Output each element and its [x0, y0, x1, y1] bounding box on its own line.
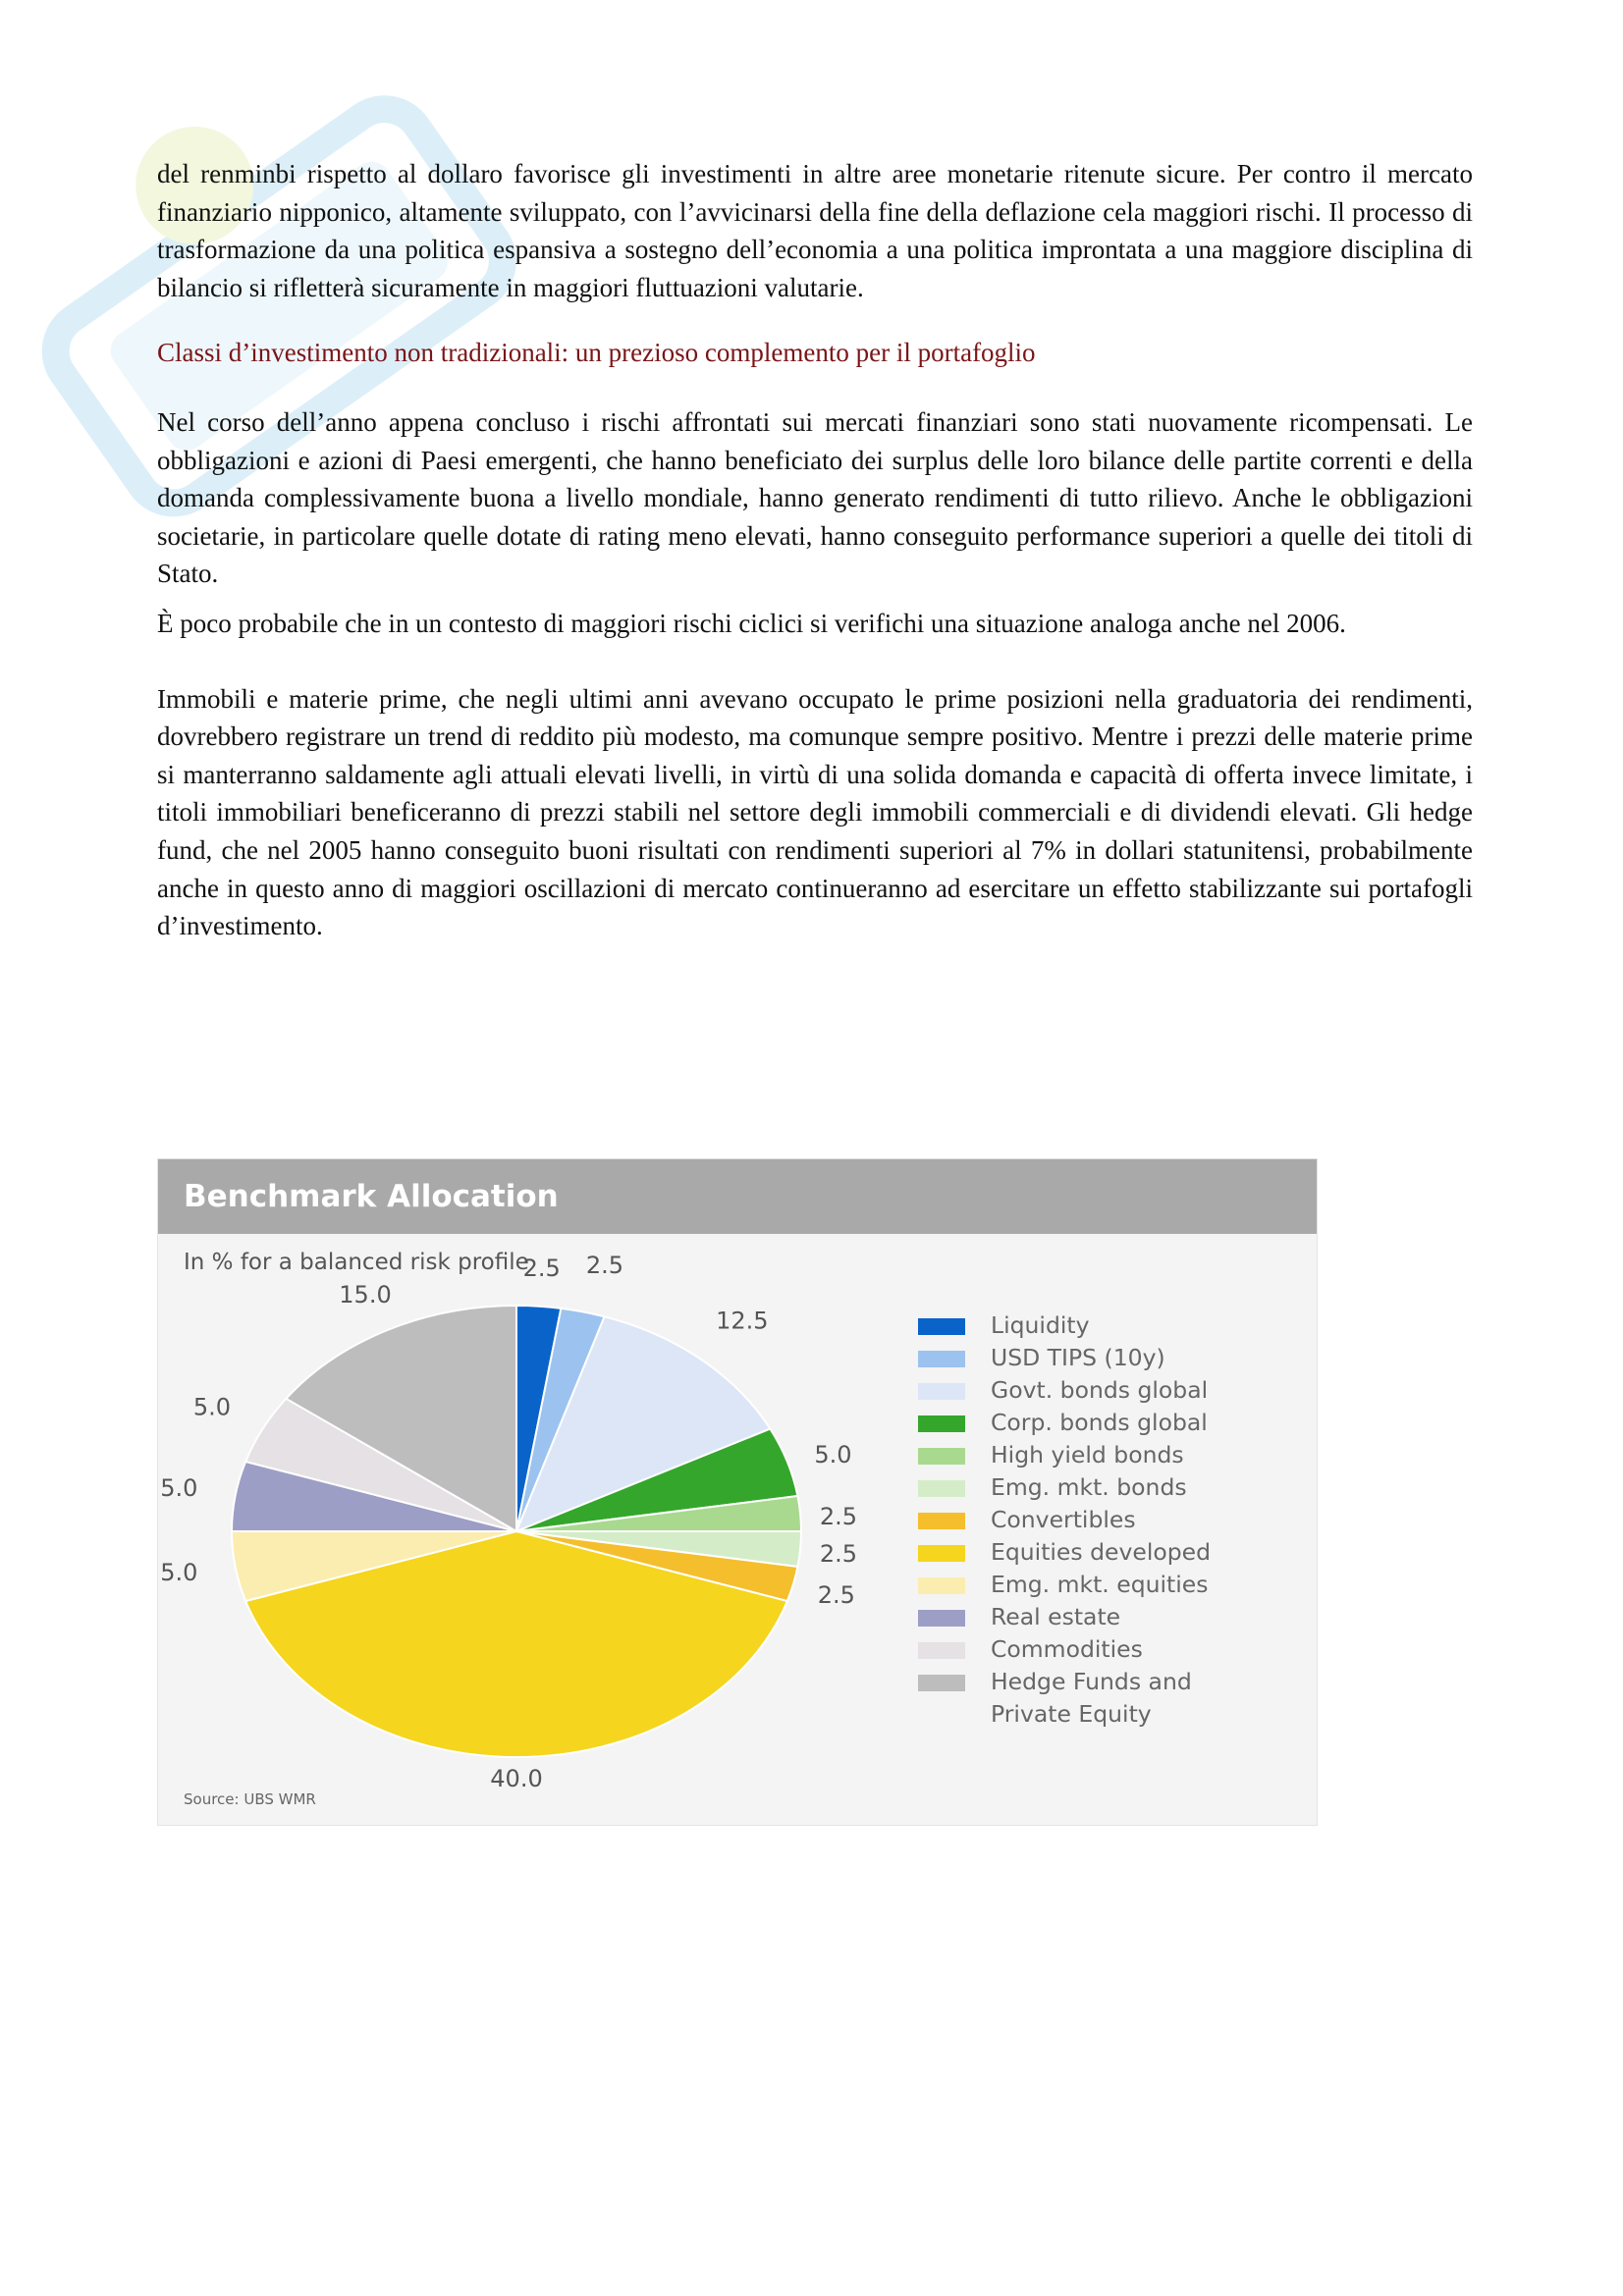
paragraph-1: del renminbi rispetto al dollaro favorisce gli investimenti in altre aree monetarie ritenute sicure. Per contro il mercato finanziario nipponico, altamente sviluppato, con l’avvicinarsi della fine della deflazione cela maggiori rischi. Il processo di trasformazione da una politica espansiva a sostegno dell’economia a una politica improntata a una maggiore disciplina di bilancio si rifletterà sicuramente in maggiori fluttuazioni valutarie.: [157, 159, 1473, 302]
legend-swatch: [918, 1610, 965, 1627]
legend-swatch: [918, 1448, 965, 1465]
legend-label: Hedge Funds and: [991, 1668, 1192, 1695]
legend-label: Liquidity: [991, 1311, 1090, 1339]
data-label-hedge-funds-and-private-equity: 15.0: [339, 1281, 392, 1309]
legend-label-line2: Private Equity: [991, 1700, 1152, 1728]
legend-label: USD TIPS (10y): [991, 1344, 1165, 1371]
legend-swatch: [918, 1480, 965, 1497]
paragraph-3: È poco probabile che in un contesto di maggiori rischi ciclici si verifichi una situazione analoga anche nel 2006.: [157, 608, 1346, 638]
data-label-high-yield-bonds: 2.5: [819, 1503, 858, 1531]
legend-item-convertibles: [918, 1504, 1311, 1536]
legend-item-commodities: [918, 1633, 1311, 1666]
legend-item-real-estate: [918, 1601, 1311, 1633]
data-label-emg-mkt-bonds: 2.5: [819, 1539, 858, 1568]
legend-label: Govt. bonds global: [991, 1376, 1209, 1404]
paragraph-2: Nel corso dell’anno appena concluso i rischi affrontati sui mercati finanziari sono stati nuovamente ricompensati. Le obbligazioni e azioni di Paesi emergenti, che hanno beneficiato dei surplus delle loro bilance delle partite correnti e della domanda complessivamente buona a livello mondiale, hanno generato rendimenti di tutto rilievo. Anche le obbligazioni societarie, in particolare quelle dotate di rating meno elevati, hanno conseguito performance superiori a quelle dei titoli di Stato.: [157, 406, 1473, 589]
legend-item-emg-mkt-bonds: [918, 1471, 1311, 1504]
legend-swatch: [918, 1577, 965, 1594]
legend-item-liquidity: [918, 1309, 1311, 1342]
legend-label: Commodities: [991, 1635, 1143, 1663]
data-label-equities-developed: 40.0: [490, 1765, 543, 1792]
section-heading: Classi d’investimento non tradizionali: un prezioso complemento per il portafoglio: [157, 338, 1036, 368]
legend-item-corp-bonds-global: [918, 1407, 1311, 1439]
legend-swatch: [918, 1675, 965, 1691]
chart-legend: [918, 1309, 1311, 1728]
legend-item-usd-tips-10y: [918, 1342, 1311, 1374]
document-body: [157, 155, 1473, 945]
legend-swatch: [918, 1415, 965, 1432]
data-label-commodities: 5.0: [192, 1393, 231, 1421]
legend-label: Emg. mkt. bonds: [991, 1473, 1187, 1501]
legend-label: Emg. mkt. equities: [991, 1571, 1209, 1598]
data-label-govt-bonds-global: 12.5: [716, 1307, 769, 1335]
legend-swatch: [918, 1513, 965, 1529]
legend-label: Equities developed: [991, 1538, 1212, 1566]
chart-source: Source: UBS WMR: [184, 1790, 316, 1808]
legend-label: Real estate: [991, 1603, 1121, 1630]
data-label-liquidity: 2.5: [522, 1254, 561, 1282]
data-label-emg-mkt-equities: 5.0: [160, 1559, 198, 1587]
legend-label: High yield bonds: [991, 1441, 1184, 1468]
data-label-corp-bonds-global: 5.0: [814, 1441, 852, 1468]
chart-subtitle: In % for a balanced risk profile: [184, 1250, 529, 1275]
legend-item-high-yield-bonds: [918, 1439, 1311, 1471]
chart-title: Benchmark Allocation: [158, 1159, 1317, 1234]
legend-swatch: [918, 1545, 965, 1562]
legend-swatch: [918, 1318, 965, 1335]
legend-swatch: [918, 1642, 965, 1659]
benchmark-allocation-figure: [157, 1158, 1318, 1826]
legend-swatch: [918, 1351, 965, 1367]
legend-item-equities-developed: [918, 1536, 1311, 1569]
paragraph-4: Immobili e materie prime, che negli ultimi anni avevano occupato le prime posizioni nella graduatoria dei rendimenti, dovrebbero registrare un trend di reddito più modesto, ma comunque sempre positivo. Mentre i prezzi delle materie prime si manterranno saldamente agli attuali elevati livelli, in virtù di una solida domanda e capacità di offerta invece limitate, i titoli immobiliari beneficeranno di prezzi stabili nel settore degli immobili commerciali e di dividendi elevati. Gli hedge fund, che nel 2005 hanno conseguito buoni risultati con rendimenti superiori al 7% in dollari statunitensi, probabilmente anche in questo anno di maggiori oscillazioni di mercato continueranno ad esercitare un effetto stabilizzante sui portafogli d’investimento.: [157, 683, 1473, 941]
legend-item-emg-mkt-equities: [918, 1569, 1311, 1601]
data-label-real-estate: 5.0: [160, 1473, 198, 1502]
legend-label: Corp. bonds global: [991, 1409, 1208, 1436]
legend-label: Convertibles: [991, 1506, 1136, 1533]
legend-swatch: [918, 1383, 965, 1400]
legend-item-govt-bonds-global: [918, 1374, 1311, 1407]
data-label-usd-tips-10y: 2.5: [585, 1252, 623, 1280]
data-label-convertibles: 2.5: [817, 1581, 855, 1610]
legend-item-hedge-funds-and-private-equity: [918, 1666, 1311, 1728]
